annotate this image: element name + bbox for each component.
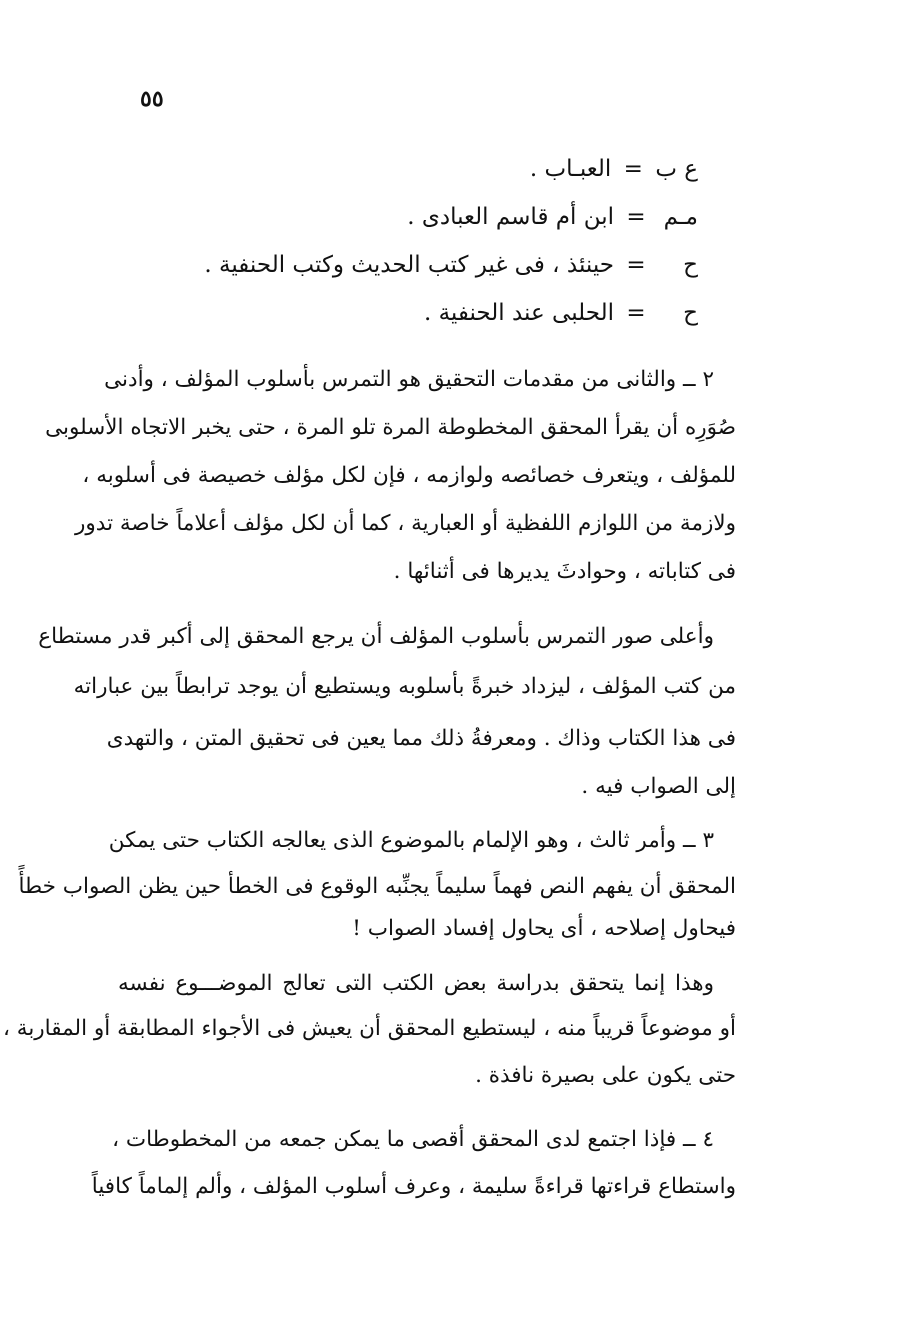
text-line: وأعلى صور التمرس بأسلوب المؤلف أن يرجع المحقق إلى أكبر قدر مستطاع (38, 624, 714, 649)
abbreviation-row (178, 300, 698, 326)
abbreviation-symbol: ح (683, 252, 698, 278)
page-number: ٥٥ (140, 86, 164, 112)
text-line: ٣ ــ وأمر ثالث ، وهو الإلمام بالموضوع الذى يعالجه الكتاب حتى يمكن (108, 828, 714, 853)
abbreviation-meaning: الحلبى عند الحنفية . (423, 300, 614, 326)
abbreviation-equals: = (623, 156, 643, 182)
text-line: إلى الصواب فيه . (581, 774, 736, 799)
text-line: أو موضوعاً قريباً منه ، ليستطيع المحقق أن يعيش فى الأجواء المطابقة أو المقاربة ، (3, 1016, 736, 1041)
abbreviation-equals: = (626, 300, 646, 326)
text-line: ولازمة من اللوازم اللفظية أو العبارية ، كما أن لكل مؤلف أعلاماً خاصة تدور (75, 511, 736, 536)
text-line: صُوَرِه أن يقرأ المحقق المخطوطة المرة تلو المرة ، حتى يخبر الاتجاه الأسلوبى (45, 415, 736, 440)
text-line: ٢ ــ والثانى من مقدمات التحقيق هو التمرس بأسلوب المؤلف ، وأدنى (104, 367, 714, 392)
abbreviation-symbol: مـم (663, 204, 698, 230)
text-line: من كتب المؤلف ، ليزداد خبرةً بأسلوبه ويستطيع أن يوجد ترابطاً بين عباراته (73, 674, 736, 699)
text-line: حتى يكون على بصيرة نافذة . (475, 1063, 736, 1088)
abbreviation-meaning: ابن أم قاسم العبادى . (407, 204, 614, 230)
text-line: فيحاول إصلاحه ، أى يحاول إفساد الصواب ! (352, 916, 736, 941)
abbreviation-row (178, 204, 698, 230)
abbreviation-row (178, 252, 698, 278)
text-line: ٤ ــ فإذا اجتمع لدى المحقق أقصى ما يمكن جمعه من المخطوطات ، (112, 1127, 714, 1152)
abbreviation-symbol: ع ب (655, 156, 698, 182)
text-line: واستطاع قراءتها قراءةً سليمة ، وعرف أسلوب المؤلف ، وألم إلماماً كافياً (91, 1174, 736, 1199)
abbreviation-symbol: ح (683, 300, 698, 326)
text-line: المحقق أن يفهم النص فهماً سليماً يجنِّبه الوقوع فى الخطأ حين يظن الصواب خطأً (18, 874, 736, 899)
abbreviation-equals: = (626, 252, 646, 278)
abbreviation-meaning: حينئذ ، فى غير كتب الحديث وكتب الحنفية . (204, 252, 614, 278)
text-line: وهذا إنما يتحقق بدراسة بعض الكتب التى تعالج الموضـــوع نفسه (118, 971, 714, 996)
abbreviation-meaning: العبـاب . (529, 156, 612, 182)
text-line: للمؤلف ، ويتعرف خصائصه ولوازمه ، فإن لكل مؤلف خصيصة فى أسلوبه ، (82, 463, 736, 488)
text-line: فى هذا الكتاب وذاك . ومعرفةُ ذلك مما يعين فى تحقيق المتن ، والتهدى (106, 726, 736, 751)
text-line: فى كتاباته ، وحوادثَ يديرها فى أثنائها . (393, 559, 736, 584)
abbreviation-equals: = (626, 204, 646, 230)
abbreviation-row (178, 156, 698, 182)
